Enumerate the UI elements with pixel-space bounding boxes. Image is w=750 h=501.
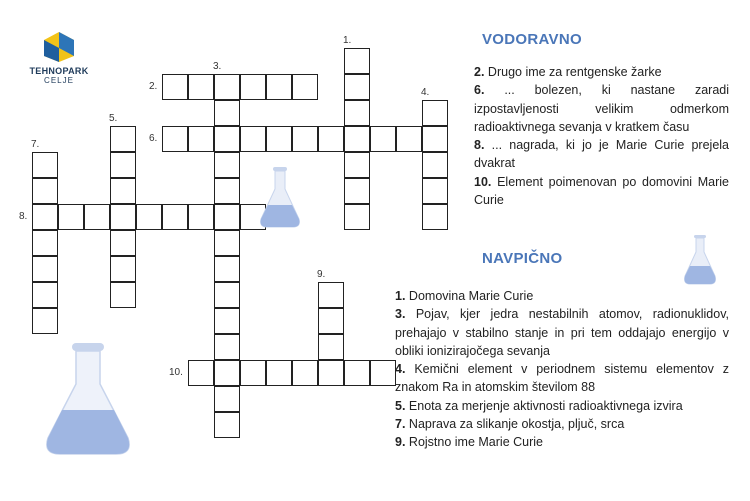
crossword-cell[interactable] <box>344 74 370 100</box>
clue-v-3: 3. Pojav, kjer jedra nestabilnih atomov, radionuklidov, prehajajo v stabilno stanje in pri tem oddajajo energijo v obliki ionizirajočega sevanja <box>395 307 729 358</box>
crossword-cell[interactable] <box>422 100 448 126</box>
crossword-cell[interactable] <box>32 152 58 178</box>
crossword-cell[interactable] <box>370 360 396 386</box>
crossword-cell[interactable] <box>214 256 240 282</box>
crossword-cell[interactable] <box>240 74 266 100</box>
crossword-cell[interactable] <box>422 178 448 204</box>
vertical-clues <box>395 287 729 452</box>
crossword-cell[interactable] <box>214 74 240 100</box>
crossword-cell[interactable] <box>162 74 188 100</box>
clue-h-10: 10. Element poimenovan po domovini Marie Curie <box>474 174 729 208</box>
crossword-cell[interactable] <box>266 360 292 386</box>
crossword-cell[interactable] <box>214 100 240 126</box>
crossword-cell[interactable] <box>344 178 370 204</box>
crossword-cell[interactable] <box>110 204 136 230</box>
logo-city: CELJE <box>44 76 74 85</box>
clue-v-7: 7. Naprava za slikanje okostja, pljuč, srca <box>395 417 625 432</box>
clue-number: 6. <box>149 133 158 144</box>
crossword-cell[interactable] <box>214 386 240 412</box>
crossword-cell[interactable] <box>84 204 110 230</box>
crossword-cell[interactable] <box>32 282 58 308</box>
crossword-cell[interactable] <box>344 126 370 152</box>
crossword-cell[interactable] <box>266 126 292 152</box>
crossword-cell[interactable] <box>240 360 266 386</box>
crossword-cell[interactable] <box>58 204 84 230</box>
crossword-cell[interactable] <box>188 74 214 100</box>
crossword-cell[interactable] <box>292 74 318 100</box>
clue-h-8: 8. ... nagrada, ki jo je Marie Curie prejela dvakrat <box>474 138 729 171</box>
crossword-cell[interactable] <box>318 308 344 334</box>
crossword-cell[interactable] <box>422 152 448 178</box>
crossword-cell[interactable] <box>240 126 266 152</box>
clue-number: 3. <box>213 61 222 72</box>
crossword-cell[interactable] <box>214 178 240 204</box>
clue-h-6: 6. ... bolezen, ki nastane zaradi izpostavljenosti velikim odmerkom radioaktivnega sevanja v kratkem času <box>474 83 729 134</box>
crossword-cell[interactable] <box>344 100 370 126</box>
clue-number: 4. <box>421 87 430 98</box>
horizontal-heading: VODORAVNO <box>482 31 582 48</box>
crossword-cell[interactable] <box>110 126 136 152</box>
crossword-cell[interactable] <box>136 204 162 230</box>
crossword-cell[interactable] <box>110 152 136 178</box>
crossword-cell[interactable] <box>32 230 58 256</box>
crossword-cell[interactable] <box>214 230 240 256</box>
clue-v-9: 9. Rojstno ime Marie Curie <box>395 435 543 450</box>
crossword-cell[interactable] <box>318 360 344 386</box>
crossword-cell[interactable] <box>32 178 58 204</box>
clue-v-1: 1. Domovina Marie Curie <box>395 289 534 303</box>
clue-number: 2. <box>149 81 158 92</box>
crossword-cell[interactable] <box>292 360 318 386</box>
crossword-cell[interactable] <box>318 282 344 308</box>
crossword-cell[interactable] <box>214 204 240 230</box>
clue-number: 9. <box>317 269 326 280</box>
crossword-cell[interactable] <box>188 204 214 230</box>
crossword-cell[interactable] <box>188 126 214 152</box>
crossword-cell[interactable] <box>188 360 214 386</box>
clue-number: 8. <box>19 211 28 222</box>
crossword-cell[interactable] <box>110 230 136 256</box>
logo-name: TEHNOPARK <box>29 66 89 76</box>
crossword-cell[interactable] <box>162 126 188 152</box>
flask-icon <box>680 234 720 286</box>
crossword-cell[interactable] <box>214 282 240 308</box>
clue-number: 10. <box>169 367 183 378</box>
crossword-cell[interactable] <box>344 152 370 178</box>
crossword-cell[interactable] <box>110 178 136 204</box>
crossword-cell[interactable] <box>214 412 240 438</box>
crossword-cell[interactable] <box>266 74 292 100</box>
crossword-cell[interactable] <box>422 204 448 230</box>
flask-icon <box>38 340 138 460</box>
flask-icon <box>255 165 305 231</box>
crossword-cell[interactable] <box>214 126 240 152</box>
crossword-cell[interactable] <box>110 282 136 308</box>
crossword-cell[interactable] <box>318 334 344 360</box>
crossword-cell[interactable] <box>370 126 396 152</box>
clue-h-2: 2. Drugo ime za rentgenske žarke <box>474 65 662 79</box>
clue-number: 1. <box>343 35 352 46</box>
crossword-cell[interactable] <box>214 360 240 386</box>
crossword-cell[interactable] <box>32 308 58 334</box>
clue-number: 5. <box>109 113 118 124</box>
horizontal-clues <box>474 63 729 209</box>
crossword-cell[interactable] <box>422 126 448 152</box>
crossword-cell[interactable] <box>292 126 318 152</box>
crossword-cell[interactable] <box>32 204 58 230</box>
clue-v-4: 4. Kemični element v periodnem sistemu elementov z znakom Ra in atomskim številom 88 <box>395 362 729 395</box>
crossword-cell[interactable] <box>214 308 240 334</box>
crossword-cell[interactable] <box>214 334 240 360</box>
crossword-cell[interactable] <box>318 126 344 152</box>
crossword-cell[interactable] <box>32 256 58 282</box>
crossword-cell[interactable] <box>110 256 136 282</box>
clue-number: 7. <box>31 139 40 150</box>
vertical-heading: NAVPIČNO <box>482 250 563 267</box>
crossword-cell[interactable] <box>344 204 370 230</box>
crossword-cell[interactable] <box>162 204 188 230</box>
crossword-cell[interactable] <box>344 360 370 386</box>
crossword-cell[interactable] <box>214 152 240 178</box>
crossword-cell[interactable] <box>396 126 422 152</box>
crossword-cell[interactable] <box>344 48 370 74</box>
clue-v-5: 5. Enota za merjenje aktivnosti radioaktivnega izvira <box>395 398 683 413</box>
